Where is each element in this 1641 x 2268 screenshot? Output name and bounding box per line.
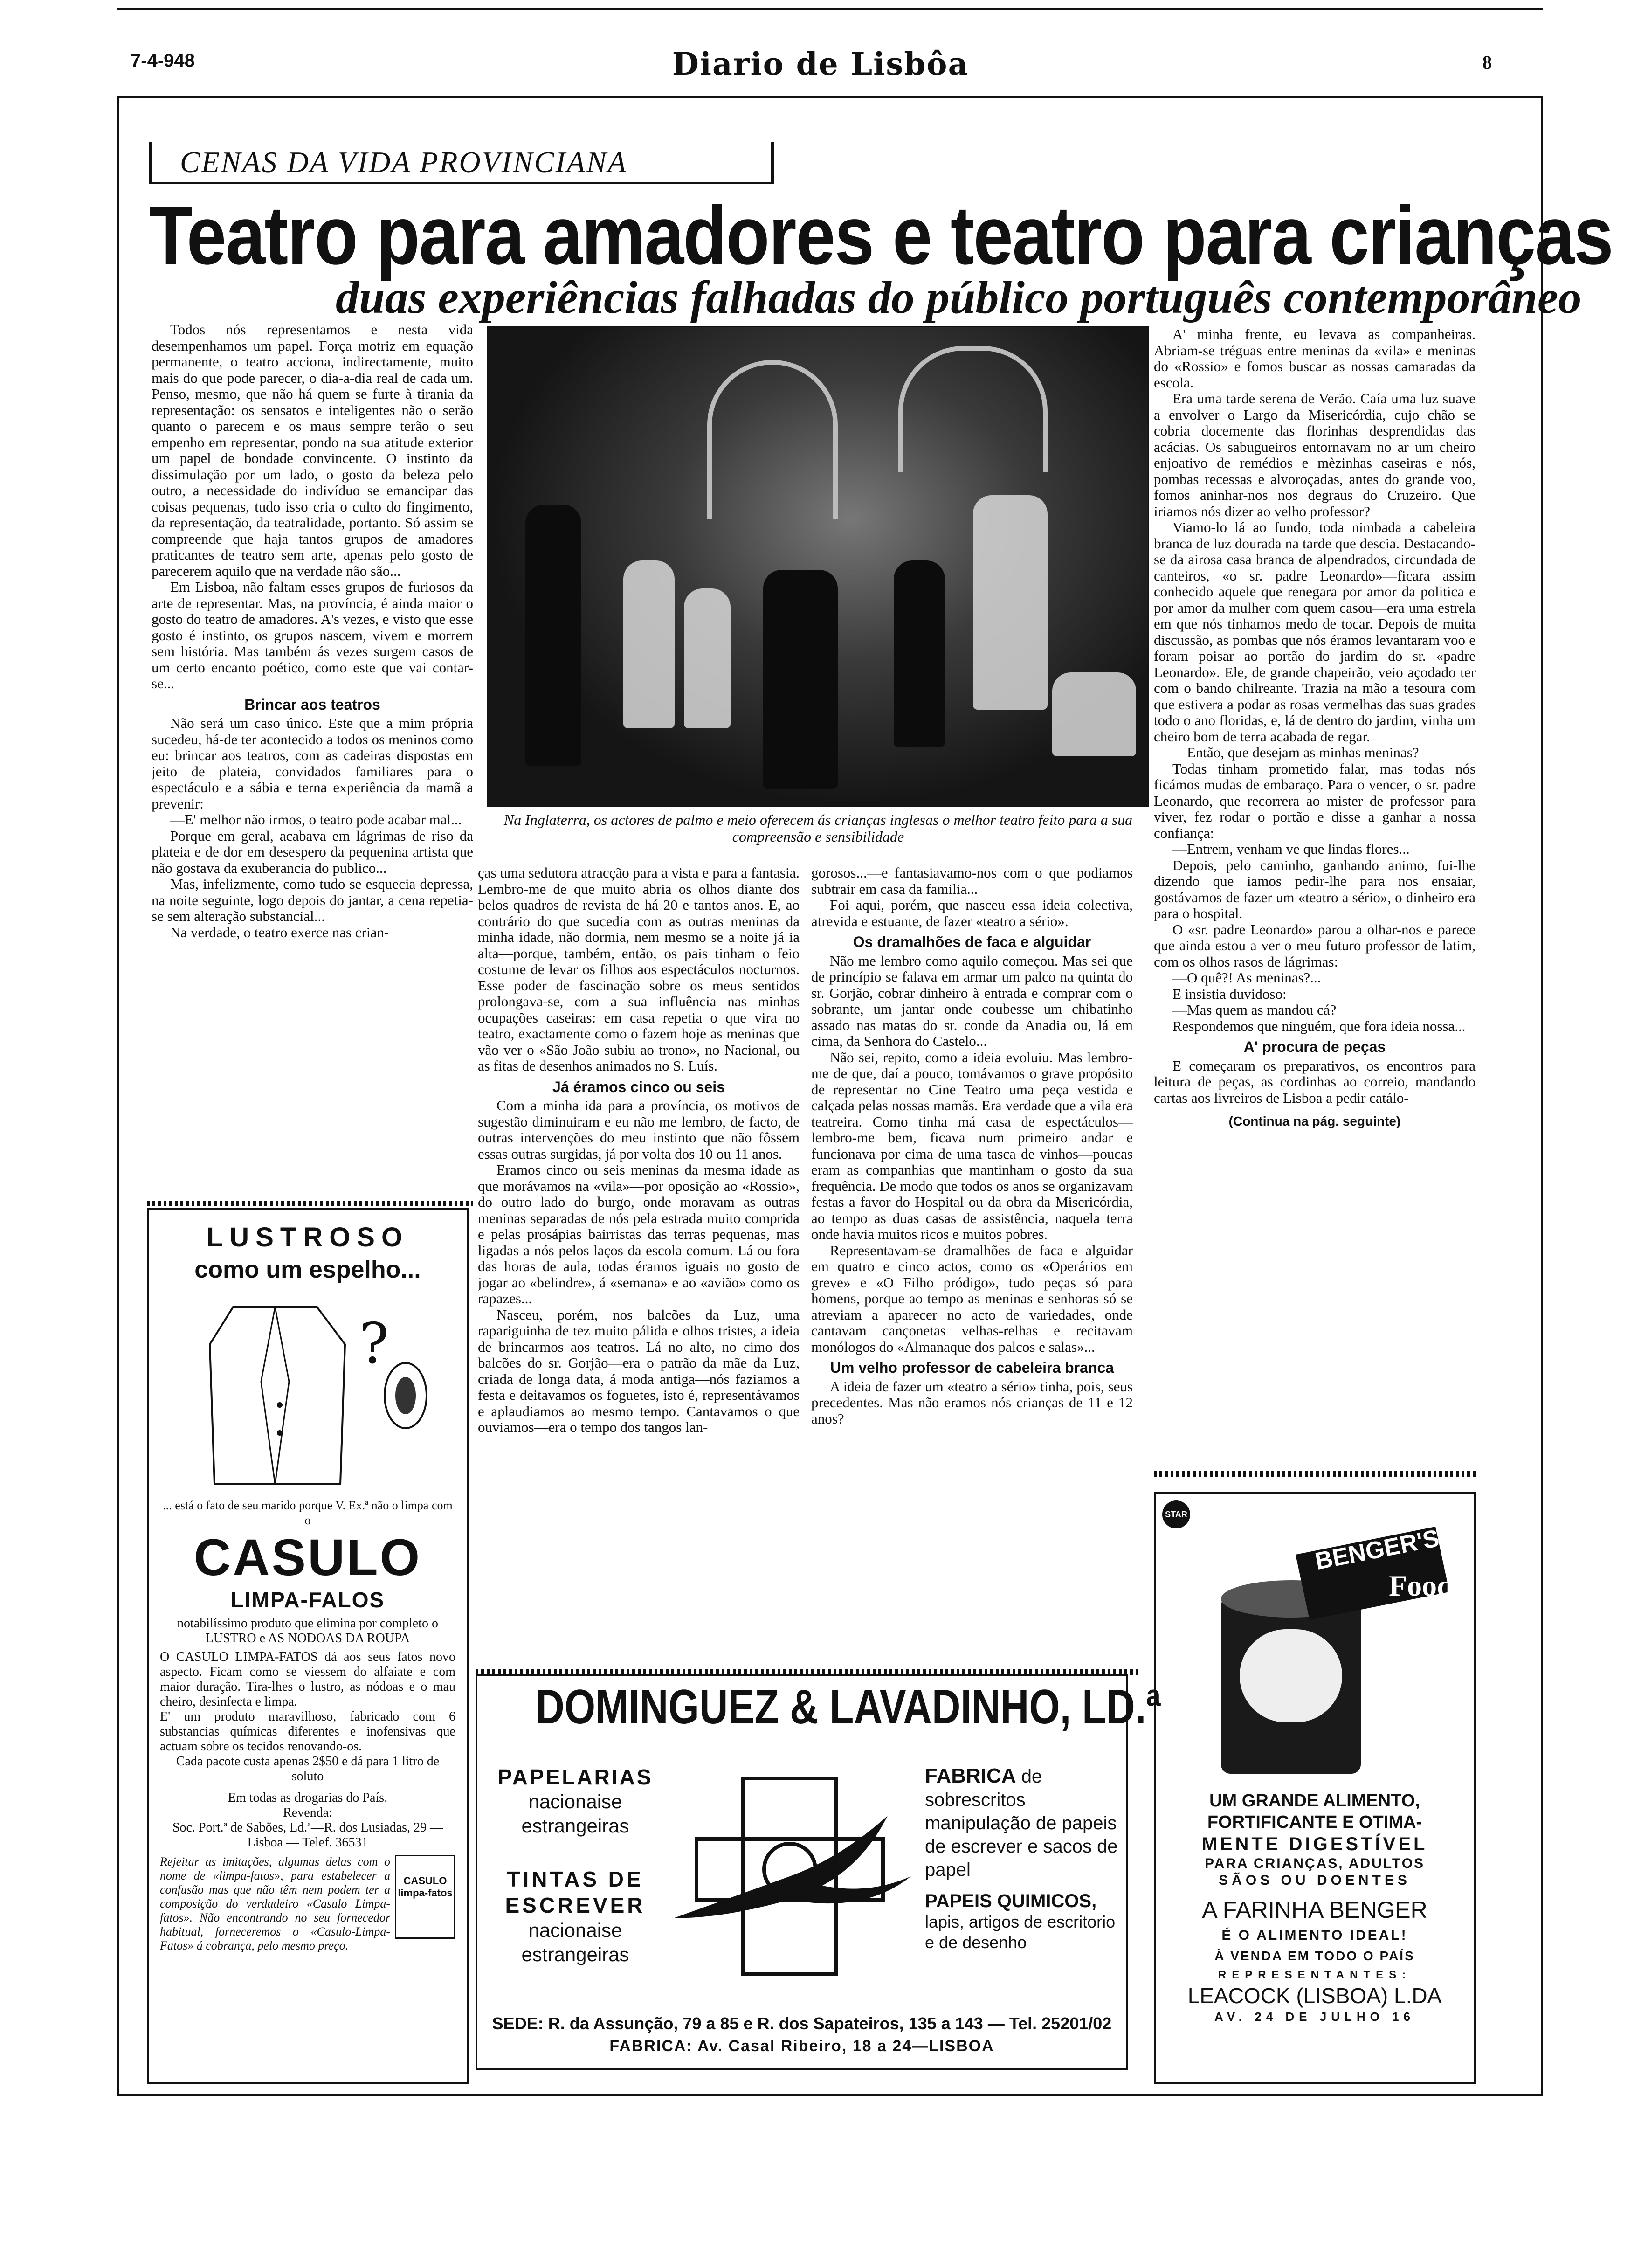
headline: Teatro para amadores e teatro para crianças bbox=[149, 189, 1613, 282]
paragraph: Representavam-se dramalhões de faca e alguidar em quatro e cinco actos, como os «Operários em greve» e «O Filho pródigo», tudo peças só para homens, porque ao tempo as meninas e senhoras só se atreviam a aparecer no acto de variedades, onde cantavam cançonetas velhas-relhas e recitavam monólogos do «Almanaque dos palcos e salas»... bbox=[811, 1242, 1133, 1355]
article-column-4 bbox=[1154, 326, 1476, 1445]
ad-line: MENTE DIGESTÍVEL bbox=[1201, 1834, 1428, 1854]
paragraph: Respondemos que ninguém, que fora ideia nossa... bbox=[1172, 1017, 1466, 1034]
section-subhead: Os dramalhões de faca e alguidar bbox=[853, 933, 1091, 950]
dotted-separator bbox=[147, 1201, 473, 1206]
star-badge: STAR bbox=[1162, 1500, 1190, 1528]
ad-line: UM GRANDE ALIMENTO, bbox=[1209, 1791, 1420, 1811]
photo-arch bbox=[898, 346, 1048, 472]
ad-subheadline: como um espelho... bbox=[194, 1256, 421, 1283]
casulo-product: LIMPA-FALOS bbox=[230, 1588, 385, 1612]
ad-sales: Revenda: bbox=[283, 1805, 332, 1820]
ad-headline: LUSTROSO bbox=[206, 1222, 409, 1252]
ad-line: FORTIFICANTE E OTIMA- bbox=[1207, 1812, 1422, 1832]
paragraph: Todas tinham prometido falar, mas todas nós ficámos mudas de embaraço. Para o vencer, o sr. padre Leonardo, que recorrera ao mister de professor para viver, fez rodar o portão e disse a ganhar a nossa confiança: bbox=[1154, 760, 1476, 841]
emblem-swallow-icon bbox=[669, 1760, 916, 2002]
continued-note: (Continua na pág. seguinte) bbox=[1228, 1114, 1401, 1128]
ad-description: notabilíssimo produto que elimina por completo o LUSTRO e AS NODOAS DA ROUPA bbox=[177, 1616, 438, 1646]
ad-description: O CASULO LIMPA-FATOS dá aos seus fatos novo aspecto. Ficam como se viessem do alfaiate e com maior duração. Tira-lhes o lustro, as nódoas e o mau cheiro, desinfecta e limpa. bbox=[160, 1650, 455, 1709]
ad-section-text: nacionaise estrangeiras bbox=[521, 1791, 629, 1837]
paragraph: Não será um caso único. Este que a mim própria sucedeu, há-de ter acontecido a todos os meninos como eu: brincar aos teatros, com as cadeiras dispostas em jeito de plateia, convidados familiares para o espectáculo e a sábia e terna experiência da mamã a prevenir: bbox=[152, 715, 473, 812]
paragraph: Não sei, repito, como a ideia evoluiu. Mas lembro-me de que, daí a pouco, tomávamos o grave propósito de representar no Cine Teatro uma peça vestida e calçada pelas nossas mamãs. Era verdade que a vila era teatreira. Como tinha má casa de espectáculos—lembro-me bem, ficava num primeiro andar e funcionava por cima de uma tasca de vinhos—poucas eram as companhias que mantinham o gosto da sua frequência. De modo que todos os anos se organizavam festas a favor do Hospital ou da obra da Misericórdia, ao tempo as duas casas de assistência, naquela terra onde havia muitos ricos e muitos pobres. bbox=[811, 1049, 1133, 1242]
benger-brand: BENGER'S bbox=[1313, 1524, 1441, 1576]
paragraph: Viamo-lo lá ao fundo, toda nimbada a cabeleira branca de luz dourada na tarde que descia. Destacando-se da airosa casa branca de alpendrados, circundada de canteiros, «o sr. padre Leonardo»—ficara assim conhecido aquele que renegara por amor da politica e por amor da mulher com quem casou—era uma estrela em que nós tinhamos medo de tocar. Depois de muita discussão, as pombas que nós éramos levantaram voo e foram poisar ao portão do jardim do sr. «padre Leonardo». Ele, de grande chapeirão, veio açodado ter com o bando chilreante. Trazia na mão a tesoura com que estivera a podar as rosas vermelhas das suas grades todo o ano floridas, e, lá de dentro do jardim, vinha um cheiro bom de terra acabada de regar. bbox=[1154, 519, 1476, 745]
ad-line: LEACOCK (LISBOA) L.DA bbox=[1187, 1984, 1442, 2008]
paragraph: gorosos...—e fantasiavamo-nos com o que podiamos subtrair em casa da familia... bbox=[811, 865, 1133, 897]
paragraph: E insistia duvidoso: bbox=[1172, 985, 1287, 1002]
svg-text:?: ? bbox=[359, 1312, 389, 1376]
photo-figure bbox=[623, 560, 675, 728]
ad-section-text: lapis, artigos de escritorio e de desenho bbox=[925, 1912, 1116, 1952]
dominguez-advertisement bbox=[476, 1674, 1161, 2070]
ad-price: Cada pacote custa apenas 2$50 e dá para 1 litro de soluto bbox=[176, 1754, 440, 1784]
paragraph: —Mas quem as mandou cá? bbox=[1172, 1002, 1337, 1018]
section-subhead: Já éramos cinco ou seis bbox=[552, 1078, 725, 1095]
paragraph: Em Lisboa, não faltam esses grupos de furiosos da arte de representar. Mas, na província, é ainda maior o gosto do teatro de amadores. A's vezes, e visto que esse gosto é instinto, os grupos nascem, vivem e morrem sem história. Mas também ás vezes surgem casos de um certo encanto poético, como este que vai contar-se... bbox=[152, 579, 473, 691]
top-border-rule bbox=[117, 8, 1543, 10]
coat-illustration bbox=[163, 1288, 452, 1494]
paragraph: Era uma tarde serena de Verão. Caía uma luz suave a envolver o Largo da Misericórdia, cujo chão se cobria docemente das florinhas desprendidas das acácias. Os sabugueiros entornavam no ar um cheiro enjoativo de remédios e mèzinhas caseiras e nós, pombas recessas e alvoroçadas, antes do grande voo, fomos aninhar-nos nos degraus do Cruzeiro. Que iriamos nós dizer ao velho professor? bbox=[1154, 390, 1476, 519]
paragraph: —O quê?! As meninas?... bbox=[1172, 969, 1321, 986]
paragraph: Foi aqui, porém, que nasceu essa ideia colectiva, atrevida e estuante, de fazer «teatro a sério». bbox=[811, 897, 1133, 929]
ad-line: AV. 24 DE JULHO 16 bbox=[1214, 2010, 1415, 2024]
photo-figure bbox=[525, 505, 581, 766]
photo-caption: Na Inglaterra, os actores de palmo e meio oferecem ás crianças inglesas o melhor teatro feito para a sua compreensão e sensibilidade bbox=[503, 811, 1133, 845]
paragraph: Nasceu, porém, nos balcões da Luz, uma rapariguinha de tez muito pálida e olhos tristes, a ideia de brincarmos aos teatros. Lá no alto, no cimo dos balcões do sr. Gorjão—era o patrão da mãe da Luz, criada de longa data, á moda antiga—nós faziamos a festa e deitavamos os foguetes, isto é, representávamos e aplaudiamos ao mesmo tempo. Cantavamos o que ouviamos—era o tempo dos tangos lan- bbox=[478, 1306, 800, 1435]
ad-description: E' um produto maravilhoso, fabricado com 6 substancias químicas diferentes e inofensivas que actuam sobre os tecidos renovando-os. bbox=[160, 1709, 455, 1754]
factory-address: FABRICA: Av. Casal Ribeiro, 18 a 24—LISBOA bbox=[609, 2037, 994, 2055]
photo-figure bbox=[973, 495, 1048, 710]
benger-advertisement bbox=[1154, 1492, 1476, 2084]
dotted-separator bbox=[1154, 1471, 1476, 1477]
ad-line: A FARINHA BENGER bbox=[1202, 1897, 1427, 1923]
paragraph: A' minha frente, eu levava as companheiras. Abriam-se tréguas entre meninas da «vila» e meninas do «Rossio» e fomos buscar as nossas camaradas da escola. bbox=[1154, 326, 1476, 391]
photo-figure bbox=[1052, 672, 1136, 756]
ad-section-title: FABRICA bbox=[925, 1764, 1016, 1787]
company-name: DOMINGUEZ & LAVADINHO, LD.ª bbox=[536, 1680, 1161, 1734]
ad-section-text: de sobrescritos manipulação de papeis de escrever e sacos de papel bbox=[925, 1766, 1118, 1880]
paragraph: Eramos cinco ou seis meninas da mesma idade as que morávamos na «vila»—por oposição ao «Rossio», do outro lado do burgo, onde moravam as outras meninas separadas de nós pela estrada muito comprida e pelas prosápias bairristas das terras pequenas, mas ligadas a nós pelos laços da escola comum. Lá ou fora das horas de aula, todas éramos iguais no gosto de jogar ao «belindre», á «semana» e ao «avião» como os rapazes... bbox=[478, 1162, 800, 1307]
paragraph: Com a minha ida para a província, os motivos de sugestão diminuiram e eu não me lembro, de facto, de outras intervenções do meu instinto que não fôssem essas outras surgidas, já por volta dos 10 ou 11 anos. bbox=[478, 1097, 800, 1162]
benger-food-label: Food bbox=[1389, 1569, 1454, 1602]
ad-line: PARA CRIANÇAS, ADULTOS bbox=[1204, 1856, 1425, 1871]
ad-line: À VENDA EM TODO O PAÍS bbox=[1214, 1949, 1415, 1963]
page-number: 8 bbox=[1482, 52, 1492, 73]
paragraph: ças uma sedutora atracção para a vista e para a fantasia. Lembro-me de que muito abria os olhos diante dos belos quadros de revista de há 20 e tantos anos. E, ao contrário do que sucedia com as outras meninas da minha idade, não dormia, nem mesmo se a noite já ia alta—porque, também, então, os pais tinham o feio costume de levar os filhos aos espectáculos nocturnos. Esse poder de fascinação sobre os meus sentidos prolongava-se, com a sua influência nas minhas ocupações caseiras: em casa repetia o que vira no teatro, exactamente como o fazem hoje as meninas que vão ver o «São João subiu ao trono», no Nacional, ou as fitas de desenhos animados no S. Luís. bbox=[478, 865, 800, 1074]
photo-figure bbox=[894, 560, 945, 747]
photo-arch bbox=[707, 360, 838, 519]
casulo-advertisement bbox=[147, 1208, 469, 2084]
ad-tagline: ... está o fato de seu marido porque V. Ex.ª não o limpa com o bbox=[163, 1499, 453, 1527]
ad-sales: Em todas as drogarias do País. bbox=[228, 1791, 388, 1805]
paragraph: Não me lembro como aquilo começou. Mas sei que de princípio se falava em armar um palco na quinta do sr. Gorjão, cobrar dinheiro à entrada e comprar com o sobrante, um jantar onde coubesse um chibatinho assado nas matas do sr. conde da Anadia ou, lá em cima, da Senhora do Castelo... bbox=[811, 952, 1133, 1049]
section-subhead: Brincar aos teatros bbox=[244, 696, 380, 713]
paragraph: O «sr. padre Leonardo» parou a olhar-nos e parece que ainda estou a ver o meu futuro professor de latim, com os olhos rasos de lágrimas: bbox=[1154, 921, 1476, 970]
issue-date: 7-4-948 bbox=[131, 50, 195, 71]
newspaper-name: Diario de Lisbôa bbox=[672, 46, 969, 82]
subheadline: duas experiências falhadas do público português contemporâneo bbox=[336, 271, 1582, 323]
ad-line: SÃOS OU DOENTES bbox=[1219, 1873, 1411, 1888]
ad-section-title: TINTAS DE ESCREVER bbox=[505, 1867, 646, 1917]
ad-section-text: nacionaise estrangeiras bbox=[521, 1919, 629, 1965]
paragraph: Depois, pelo caminho, ganhando animo, fui-lhe dizendo que iamos pedir-lhe para nos ensaiar, gostávamos de fazer um «teatro a sério», o dinheiro era para o hospital. bbox=[1154, 857, 1476, 921]
article-column-1 bbox=[152, 322, 473, 1208]
paragraph: Mas, infelizmente, como tudo se esquecia depressa, na noite seguinte, logo depois do jantar, a cena repetia-se sem alteração substancial... bbox=[152, 876, 473, 924]
paragraph: Na verdade, o teatro exerce nas crian- bbox=[170, 924, 389, 940]
ad-sales: Soc. Port.ª de Sabões, Ld.ª—R. dos Lusiadas, 29 — Lisboa — Telef. 36531 bbox=[172, 1820, 443, 1850]
article-column-3 bbox=[811, 865, 1133, 1667]
casulo-pack: CASULO limpa-fatos bbox=[395, 1855, 455, 1939]
company-address: SEDE: R. da Assunção, 79 a 85 e R. dos Sapateiros, 135 a 143 — Tel. 25201/02 bbox=[492, 2014, 1112, 2033]
paragraph: Todos nós representamos e nesta vida desempenhamos um papel. Força motriz em equação permanente, o teatro acciona, indirectamente, muito mais do que pode parecer, o dia-a-dia real de cada um. Penso, mesmo, que não há quem se furte à tirania da representação: os sensatos e inteligentes não o serão quanto o parecem e os maus sempre terão o seu empenho em representar, pondo na sua atitude exterior um papel de bondade convincente. O instinto da dissimulação por um lado, o gosto da beleza pelo outro, a necessidade do indivíduo se emancipar das coisas pequenas, tudo isso cria o culto do fingimento, da representação, da teatralidade, portanto. Só assim se compreende que haja tantos grupos de amadores praticantes de teatro sem arte, apenas pelo gosto de parecerem aquilo que na verdade não são... bbox=[152, 322, 473, 579]
photo-figure bbox=[763, 570, 838, 789]
article-column-2 bbox=[478, 865, 800, 1667]
paragraph: E começaram os preparativos, os encontros para leitura de peças, as cordinhas ao correio, mandando cartas aos livreiros de Lisboa a pedir catálo- bbox=[1154, 1057, 1476, 1106]
section-subhead: Um velho professor de cabeleira branca bbox=[830, 1359, 1114, 1376]
paragraph: —Então, que desejam as minhas meninas? bbox=[1172, 744, 1419, 761]
section-label: CENAS DA VIDA PROVINCIANA bbox=[149, 142, 774, 184]
section-subhead: A' procura de peças bbox=[1243, 1038, 1386, 1055]
ad-section-title: PAPELARIAS bbox=[497, 1765, 653, 1789]
ad-line: REPRESENTANTES: bbox=[1218, 1969, 1412, 1981]
ad-line: É O ALIMENTO IDEAL! bbox=[1221, 1928, 1408, 1943]
paragraph: —Entrem, venham ve que lindas flores... bbox=[1172, 841, 1410, 857]
photo-figure bbox=[684, 588, 731, 728]
stage-photo bbox=[487, 326, 1149, 807]
ad-warning: Rejeitar as imitações, algumas delas com o nome de «limpa-fatos», para estabelecer a confusão mas que não têm nem podem ter a composição do verdadeiro «Casulo Limpa-fatos». Não encontrando no seu fornecedor habitual, forneceremos o «Casulo-Limpa-Fatos» á cobrança, pelo mesmo preço. bbox=[160, 1855, 390, 1952]
paragraph: —E' melhor não irmos, o teatro pode acabar mal... bbox=[170, 811, 462, 828]
ad-section-title: PAPEIS QUIMICOS, bbox=[925, 1891, 1097, 1911]
paragraph: A ideia de fazer um «teatro a sério» tinha, pois, seus precedentes. Mas não eramos nós crianças de 11 e 12 anos? bbox=[811, 1378, 1133, 1427]
paragraph: Porque em geral, acabava em lágrimas de riso da plateia e de dor em desespero da pequenina artista que não gostava da exuberancia do publico... bbox=[152, 827, 473, 876]
casulo-brand: CASULO bbox=[193, 1529, 422, 1586]
